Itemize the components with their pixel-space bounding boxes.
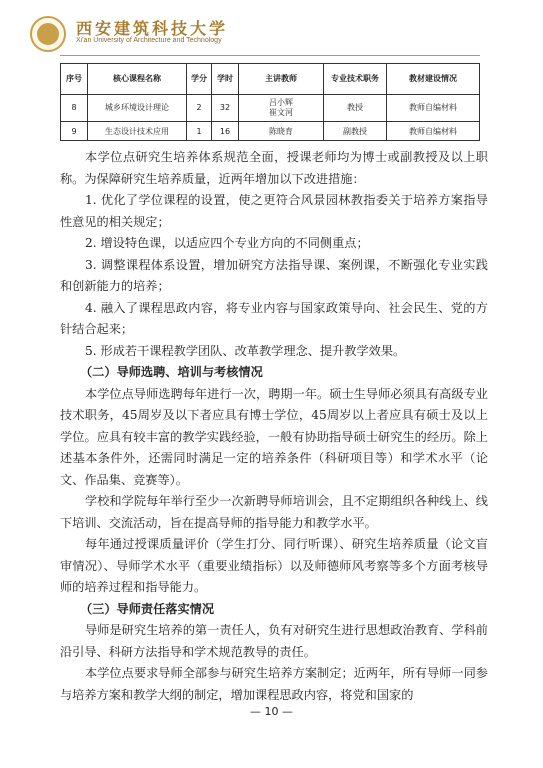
paragraph: 1. 优化了学位课程的设置，使之更符合风景园林教指委关于培养方案指导性意见的相关规定；	[60, 193, 488, 229]
cell-credit: 1	[187, 122, 212, 141]
university-seal-icon	[30, 16, 66, 52]
cell-index: 8	[61, 95, 88, 122]
university-name-en: Xi'an University of Architecture and Technology	[76, 37, 222, 44]
col-header-teacher: 主讲教师	[239, 64, 324, 95]
col-header-materials: 教材建设情况	[387, 64, 480, 95]
page-header	[0, 0, 543, 60]
paragraph: 本学位点研究生培养体系规范全面，授课老师均为博士或副教授及以上职称。为保障研究生培养质量，近两年增加以下改进措施：	[60, 150, 488, 186]
table-row	[61, 122, 480, 141]
paragraph: 导师是研究生培养的第一责任人，负有对研究生进行思想政治教育、学科前沿引导、科研方法指导和学术规范教导的责任。	[60, 623, 488, 659]
cell-materials: 教师自编材料	[387, 122, 480, 141]
col-header-hours: 学时	[212, 64, 239, 95]
paragraph: 本学位点导师选聘每年进行一次，聘期一年。硕士生导师必须具有高级专业技术职务，45周岁及以下者应具有博士学位，45周岁以上者应具有硕士及以上学位。应具有较丰富的教学实践经验，一般有协助指导硕士研究生的经历。除上述基本条件外，还需同时满足一定的培养条件（科研项目等）和学术水平（论文、作品集、竞赛等）。	[60, 386, 488, 487]
col-header-course: 核心课程名称	[88, 64, 187, 95]
paragraph: 每年通过授课质量评价（学生打分、同行听课）、研究生培养质量（论文盲审情况）、导师学术水平（重要业绩指标）以及师德师风考察等多个方面考核导师的培养过程和指导能力。	[60, 537, 488, 594]
col-header-index: 序号	[61, 64, 88, 95]
cell-title: 副教授	[324, 122, 387, 141]
cell-index: 9	[61, 122, 88, 141]
paragraph: 本学位点要求导师全部参与研究生培养方案制定；近两年，所有导师一同参与培养方案和教学大纲的制定，增加课程思政内容，将党和国家的	[60, 666, 488, 702]
cell-course: 城乡环境设计理论	[88, 95, 187, 122]
page-number: — 10 —	[250, 705, 293, 718]
cell-title: 教授	[324, 95, 387, 122]
section-heading: （三）导师责任落实情况	[80, 601, 215, 616]
paragraph: 2. 增设特色课，以适应四个专业方向的不同侧重点；	[85, 236, 369, 250]
cell-teacher: 吕小辉 崔文河	[239, 95, 324, 122]
paragraph: 学校和学院每年举行至少一次新聘导师培训会，且不定期组织各种线上、线下培训、交流活动，旨在提高导师的指导能力和教学水平。	[60, 494, 488, 530]
cell-credit: 2	[187, 95, 212, 122]
cell-course: 生态设计技术应用	[88, 122, 187, 141]
col-header-credit: 学分	[187, 64, 212, 95]
paragraph: 3. 调整课程体系设置，增加研究方法指导课、案例课，不断强化专业实践和创新能力的培养；	[60, 257, 488, 293]
table-header-row	[61, 64, 480, 95]
section-heading: （二）导师选聘、培训与考核情况	[80, 365, 263, 379]
document-body	[60, 147, 488, 706]
paragraph: 4. 融入了课程思政内容，将专业内容与国家政策导向、社会民生、党的方针结合起来；	[60, 300, 488, 336]
cell-hours: 16	[212, 122, 239, 141]
table-row	[61, 95, 480, 122]
paragraph: 5. 形成若干课程教学团队、改革教学理念、提升教学效果。	[85, 343, 406, 358]
university-name-cn: 西安建筑科技大学	[76, 19, 229, 38]
col-header-title: 专业技术职务	[324, 64, 387, 95]
cell-materials: 教师自编材料	[387, 95, 480, 122]
cell-hours: 32	[212, 95, 239, 122]
course-table	[60, 63, 480, 141]
cell-teacher: 陈晓育	[239, 122, 324, 141]
header-rule	[60, 55, 480, 56]
